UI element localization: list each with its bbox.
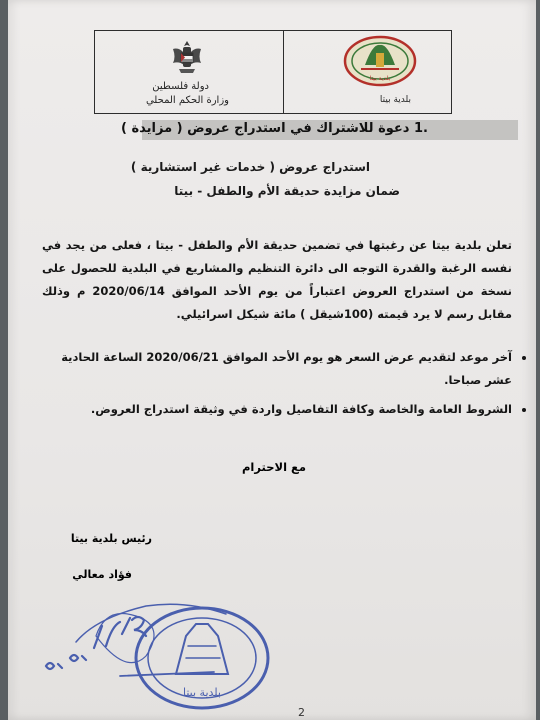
ministry-name: وزارة الحكم المحلي <box>145 95 229 106</box>
document-page <box>8 0 536 720</box>
letterhead-box <box>94 30 452 114</box>
list-item-deadline: • آخر موعد لتقديم عرض السعر هو يوم الأحد الموافق 2020/06/21 الساعة الحادية عشر صباحا. <box>42 346 512 392</box>
list-item-conditions: • الشروط العامة والخاصة وكافة التفاصيل واردة في وثيقة استدراج العروض. <box>42 398 512 421</box>
stamp-text: بلدية بيتا <box>183 686 221 699</box>
conditions-list <box>42 346 530 427</box>
municipality-name: بلدية بيتا <box>379 95 411 105</box>
subtitle-services: استدراج عروض ( خدمات غير استشارية ) <box>130 160 370 174</box>
municipality-logo-text: بلدية بيتا <box>369 75 391 82</box>
closing-regards: مع الاحترام <box>242 460 306 474</box>
municipality-stamp-icon <box>36 596 286 720</box>
page-number: 2 <box>298 706 305 719</box>
municipality-logo-icon <box>343 35 417 87</box>
palestine-eagle-emblem-icon <box>167 37 207 77</box>
subtitle-park: ضمان مزايدة حديقة الأم والطفل - بيتا <box>174 184 400 198</box>
signatory-name: فؤاد معالي <box>72 568 132 581</box>
letterhead-divider <box>283 31 284 113</box>
government-name: دولة فلسطين <box>152 81 209 92</box>
document-title: .1 دعوة للاشتراك في استدراج عروض ( مزايدة ) <box>121 121 428 136</box>
announcement-paragraph: تعلن بلدية بيتا عن رغبتها في تضمين حديقة الأم والطفل - بيتا ، فعلى من يجد في نفسه الرغبة والقدرة التوجه الى دائرة التنظيم والمشاريع في البلدية للحصول على نسخة من استدراج العروض اعتباراً من يوم الأحد الموافق 2020/06/14 م وذلك مقابل رسم لا يرد قيمته (100شيقل ) مائة شيكل اسرائيلي. <box>42 238 512 321</box>
signatory-title: رئيس بلدية بيتا <box>70 532 152 545</box>
